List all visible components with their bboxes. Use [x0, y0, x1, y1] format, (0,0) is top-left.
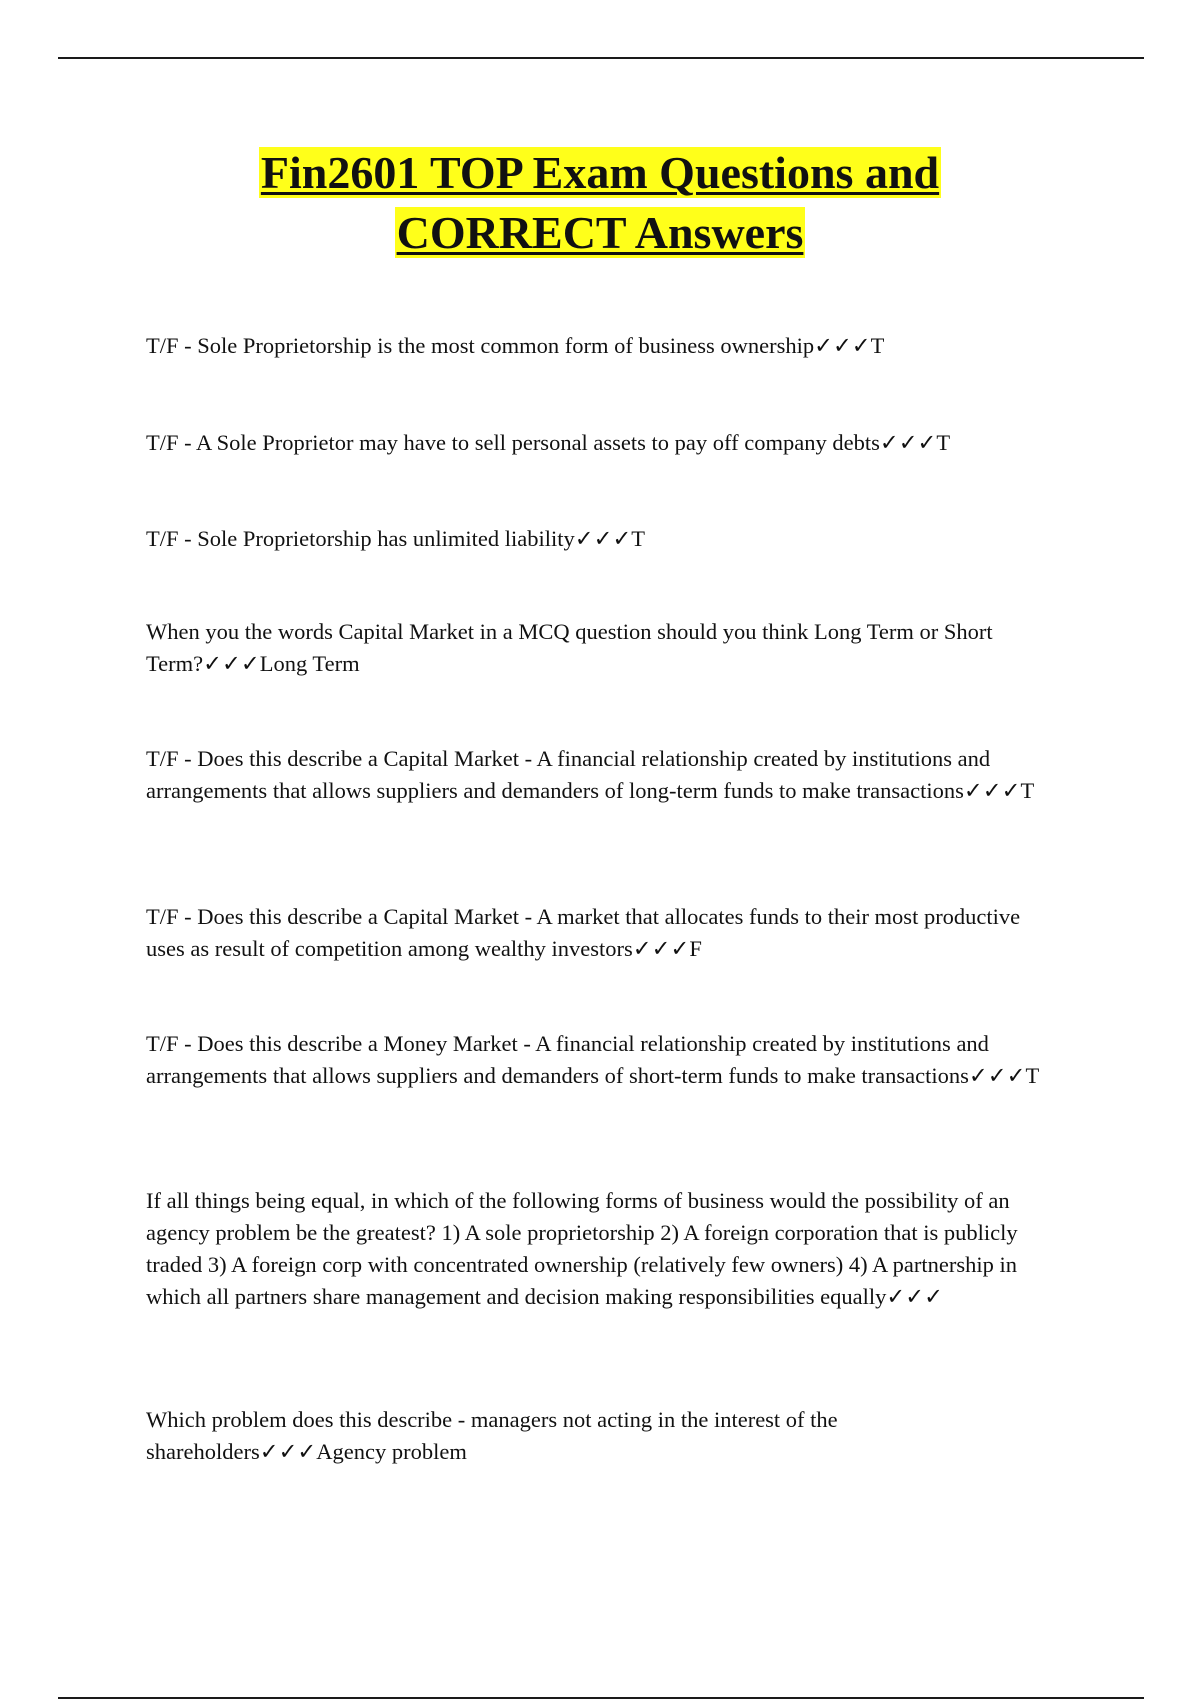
qa-item: [146, 1185, 1066, 1313]
check-mark-icon: ✓✓✓: [814, 333, 871, 358]
check-mark-icon: ✓✓✓: [963, 778, 1021, 803]
question-text: Which problem does this describe - managers not acting in the interest of the shareholders: [146, 1407, 838, 1464]
qa-item: [146, 523, 1066, 555]
answer-text: T: [631, 526, 646, 551]
answer-text: T: [870, 333, 885, 358]
answer-text: Agency problem: [316, 1439, 467, 1464]
question-text: T/F - Does this describe a Capital Market - A financial relationship created by institutions and arrangements that allows suppliers and demanders of long-term funds to make transactions: [146, 746, 991, 803]
question-text: T/F - Does this describe a Capital Market - A market that allocates funds to their most productive uses as result of competition among wealthy investors: [146, 904, 1021, 961]
qa-item: [146, 1404, 1026, 1468]
question-text: T/F - Sole Proprietorship is the most common form of business ownership: [146, 333, 815, 358]
check-mark-icon: ✓✓✓: [259, 1439, 317, 1464]
question-text: T/F - Sole Proprietorship has unlimited liability: [146, 526, 575, 551]
qa-item: [146, 427, 1066, 459]
qa-item: [146, 743, 1066, 807]
qa-item: [146, 616, 1026, 680]
qa-item: [146, 901, 1026, 965]
title-line-1: Fin2601 TOP Exam Questions and: [260, 147, 940, 198]
answer-text: Long Term: [259, 651, 360, 676]
title-line-2: CORRECT Answers: [396, 207, 804, 258]
question-text: T/F - Does this describe a Money Market - A financial relationship created by institutions and arrangements that allows suppliers and demanders of short-term funds to make transactions: [146, 1031, 989, 1088]
question-text: If all things being equal, in which of the following forms of business would the possibility of an agency problem be the greatest? 1) A sole proprietorship 2) A foreign corporation that is publicly traded 3) A foreign corp with concentrated ownership (relatively few owners) 4) A partnership in which all partners share management and decision making responsibilities equally: [146, 1188, 1018, 1309]
answer-text: T: [1020, 778, 1035, 803]
qa-item: [146, 1028, 1066, 1092]
answer-text: F: [689, 936, 702, 961]
check-mark-icon: ✓✓✓: [886, 1284, 943, 1309]
check-mark-icon: ✓✓✓: [574, 526, 632, 551]
check-mark-icon: ✓✓✓: [879, 430, 937, 455]
bottom-rule: [58, 1697, 1144, 1699]
check-mark-icon: ✓✓✓: [203, 651, 260, 676]
check-mark-icon: ✓✓✓: [968, 1063, 1026, 1088]
answer-text: T: [936, 430, 951, 455]
qa-item: [146, 330, 1066, 362]
answer-text: T: [1025, 1063, 1040, 1088]
question-text: T/F - A Sole Proprietor may have to sell personal assets to pay off company debts: [146, 430, 880, 455]
question-text: When you the words Capital Market in a MCQ question should you think Long Term or Short Term?: [146, 619, 993, 676]
check-mark-icon: ✓✓✓: [632, 936, 690, 961]
qa-list: [146, 0, 1066, 1700]
